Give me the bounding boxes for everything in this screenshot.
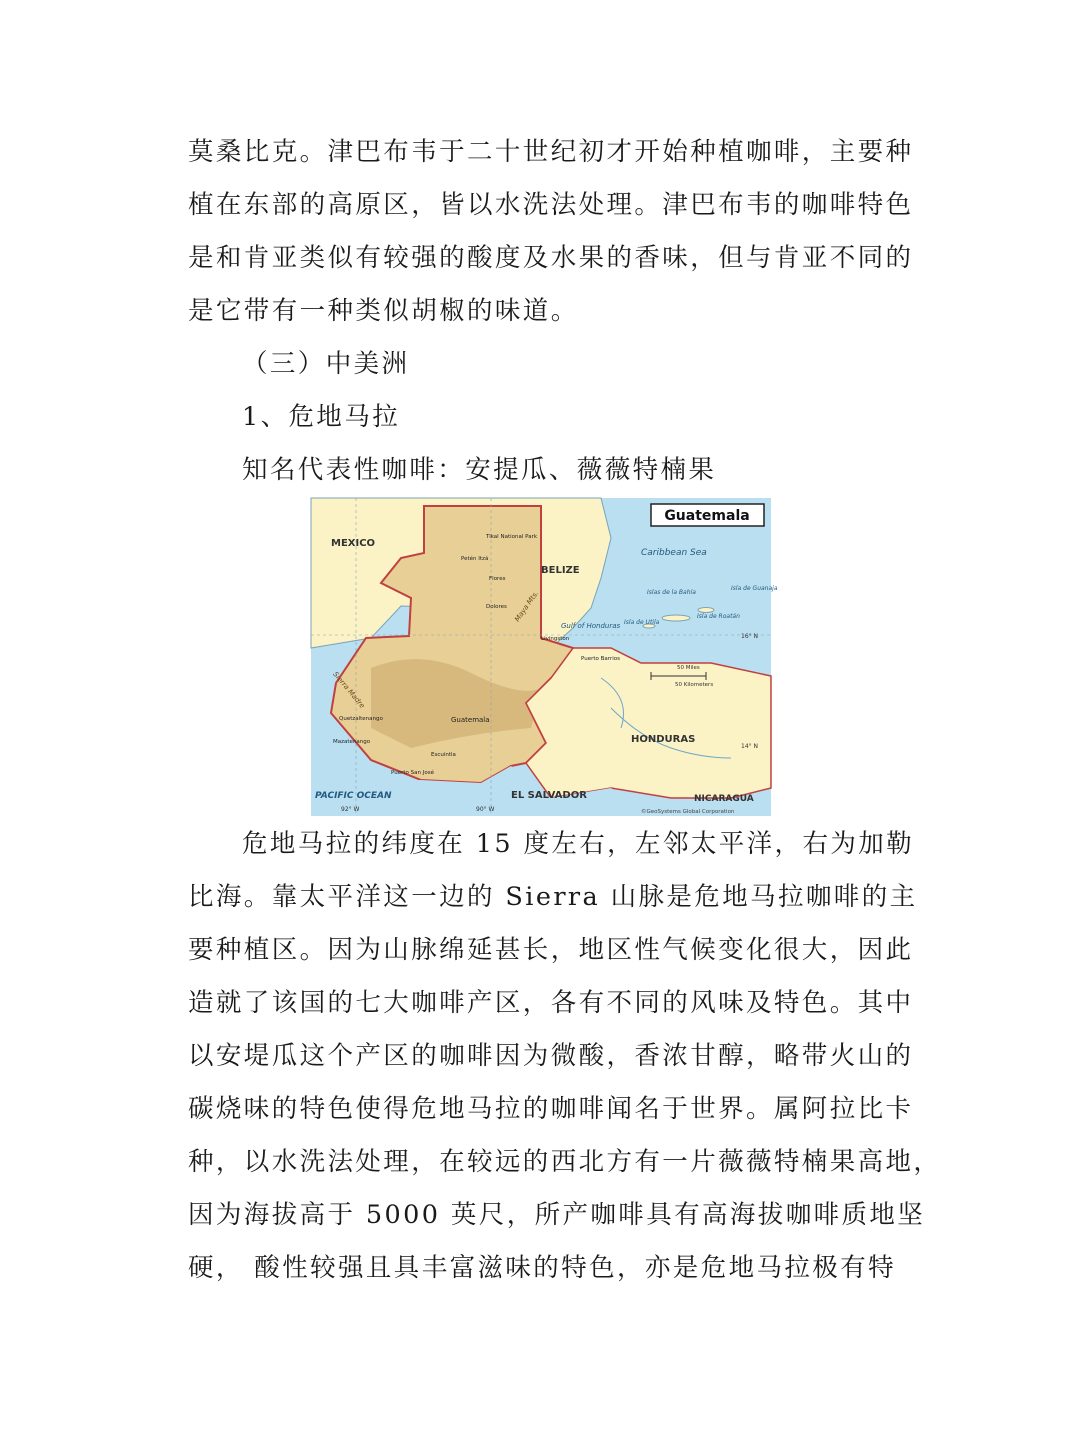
map-label-honduras: HONDURAS — [631, 734, 696, 745]
map-island — [698, 608, 714, 613]
map-label-lat-16: 16° N — [741, 633, 759, 640]
map-label-lon-92: 92° W — [341, 806, 360, 813]
map-scale-miles: 50 Miles — [677, 665, 700, 671]
paragraph-line: 要种植区。因为山脉绵延甚长，地区性气候变化很大，因此 — [188, 935, 914, 965]
paragraph-line: 比海。靠太平洋这一边的 Sierra 山脉是危地马拉咖啡的主 — [188, 882, 918, 912]
paragraph-line: 种，以水洗法处理，在较远的西北方有一片薇薇特楠果高地， — [188, 1147, 942, 1177]
paragraph-line: 硬， 酸性较强且具丰富滋味的特色，亦是危地马拉极有特 — [188, 1253, 897, 1283]
map-label-caribbean: Caribbean Sea — [641, 548, 707, 558]
paragraph-line: 植在东部的高原区，皆以水洗法处理。津巴布韦的咖啡特色 — [188, 190, 914, 220]
map-label-mazatenango: Mazatenango — [333, 739, 371, 745]
paragraph-line: 造就了该国的七大咖啡产区，各有不同的风味及特色。其中 — [188, 988, 914, 1018]
map-label-pacific: PACIFIC OCEAN — [315, 791, 392, 801]
map-label-escuintla: Escuintla — [431, 752, 456, 758]
map-title: Guatemala — [664, 508, 750, 524]
map-scale-km: 50 Kilometers — [675, 682, 714, 688]
map-label-lat-14: 14° N — [741, 743, 759, 750]
map-label-dolores: Dolores — [486, 604, 507, 610]
subsection-heading: 1、危地马拉 — [242, 402, 401, 432]
paragraph-zimbabwe — [188, 126, 914, 338]
map-label-maya-mts: Maya Mts. — [513, 589, 541, 624]
paragraph-line: 碳烧味的特色使得危地马拉的咖啡闻名于世界。属阿拉比卡 — [188, 1094, 914, 1124]
map-label-quetzaltenango: Quetzaltenango — [339, 716, 383, 722]
map-label-lon-90: 90° W — [476, 806, 495, 813]
map-land-south — [526, 648, 771, 798]
famous-coffee-line: 知名代表性咖啡：安提瓜、薇薇特楠果 — [242, 455, 717, 485]
map-label-peten: Petén Itzá — [461, 556, 489, 562]
paragraph-line: 是它带有一种类似胡椒的味道。 — [188, 296, 579, 326]
map-island — [662, 615, 690, 621]
map-label-utila: Isla de Utila — [624, 619, 660, 626]
map-label-guanaja: Isla de Guanaja — [731, 585, 778, 592]
paragraph-line: 危地马拉的纬度在 15 度左右，左邻太平洋，右为加勒 — [242, 829, 915, 859]
map-label-belize: BELIZE — [541, 565, 580, 576]
paragraph-line: 是和肯亚类似有较强的酸度及水果的香味，但与肯亚不同的 — [188, 243, 914, 273]
paragraph-line: 莫桑比克。津巴布韦于二十世纪初才开始种植咖啡，主要种 — [188, 137, 914, 167]
map-label-nicaragua: NICARAGUA — [694, 794, 754, 804]
section-heading: （三）中美洲 — [242, 349, 410, 379]
paragraph-line: 因为海拔高于 5000 英尺，所产咖啡具有高海拔咖啡质地坚 — [188, 1200, 926, 1230]
map-label-bahia: Islas de la Bahía — [647, 589, 696, 596]
paragraph-line: 以安堤瓜这个产区的咖啡因为微酸，香浓甘醇，略带火山的 — [188, 1041, 914, 1071]
map-label-livingston: Livingston — [541, 636, 570, 642]
map-label-el-salvador: EL SALVADOR — [511, 790, 587, 801]
map-label-puerto-barrios: Puerto Barrios — [581, 656, 620, 662]
map-label-sierra-madre: Sierra Madre — [331, 670, 367, 710]
map-label-flores: Flores — [489, 576, 506, 582]
map-label-mexico: MEXICO — [331, 538, 376, 549]
map-credit: ©GeoSystems Global Corporation — [641, 809, 735, 815]
map-label-guatemala-city: Guatemala — [451, 716, 490, 724]
paragraph-guatemala — [188, 818, 942, 1295]
map-label-roatan: Isla de Roatán — [697, 613, 740, 620]
map-label-gulf: Gulf of Honduras — [561, 622, 621, 630]
map-label-tikal: Tikal National Park — [486, 534, 538, 540]
map-label-puerto-san-jose: Puerto San José — [391, 770, 434, 776]
guatemala-map — [311, 498, 778, 816]
